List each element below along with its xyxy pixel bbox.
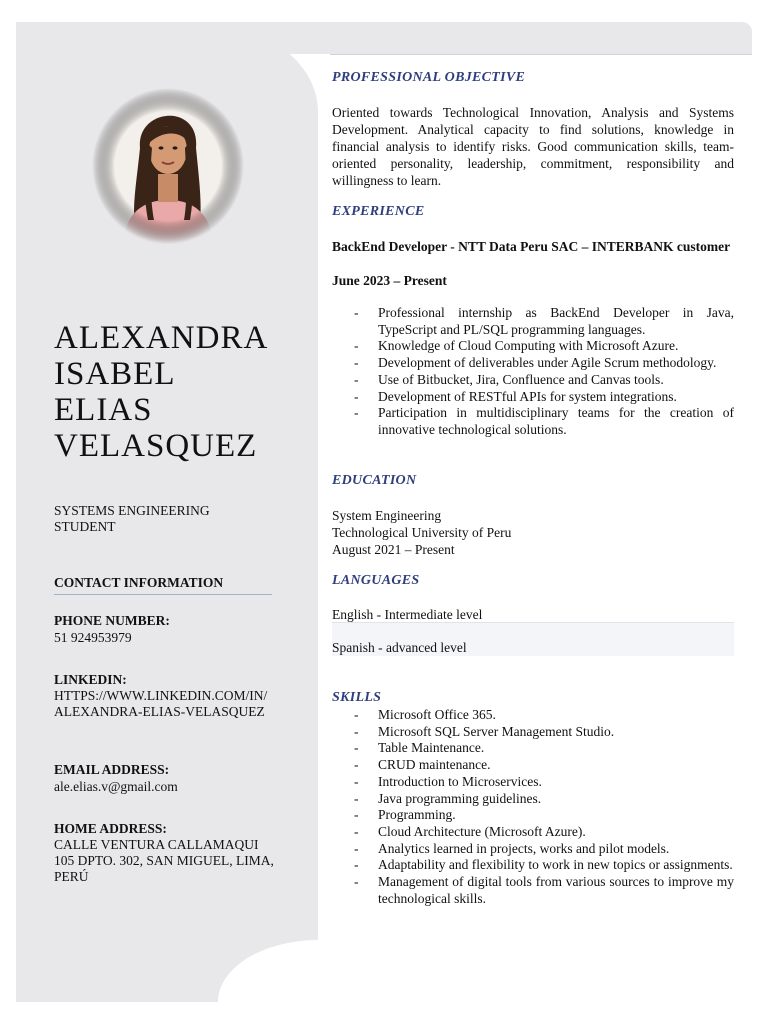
phone-value: 51 924953979 — [54, 630, 132, 645]
skills-list — [332, 707, 734, 907]
full-name — [54, 320, 294, 464]
section-title-skills: SKILLS — [332, 690, 382, 705]
list-item: - Programming. — [332, 807, 734, 824]
list-item: - Professional internship as BackEnd Developer in Java, TypeScript and PL/SQL programming languages. — [332, 305, 734, 338]
contact-section-title: CONTACT INFORMATION — [54, 575, 272, 595]
list-item: - Analytics learned in projects, works and pilot models. — [332, 841, 734, 858]
address-label: HOME ADDRESS: — [54, 821, 167, 836]
list-item: - Microsoft SQL Server Management Studio. — [332, 724, 734, 741]
language-item: English - Intermediate level — [332, 607, 483, 622]
list-item: - Cloud Architecture (Microsoft Azure). — [332, 824, 734, 841]
list-item: - Use of Bitbucket, Jira, Confluence and Canvas tools. — [332, 372, 734, 389]
list-item: - Table Maintenance. — [332, 740, 734, 757]
education-period: August 2021 – Present — [332, 542, 455, 557]
address-value: CALLE VENTURA CALLAMAQUI 105 DPTO. 302, SAN MIGUEL, LIMA, PERÚ — [54, 837, 274, 884]
name-line: ISABEL — [54, 356, 176, 392]
experience-period: June 2023 – Present — [332, 273, 447, 288]
education-degree: System Engineering — [332, 508, 442, 523]
email-label: EMAIL ADDRESS: — [54, 762, 170, 777]
list-item: - Participation in multidisciplinary teams for the creation of innovative technological solutions. — [332, 405, 734, 438]
name-line: ELIAS — [54, 392, 153, 428]
list-item: - Development of deliverables under Agile Scrum methodology. — [332, 355, 734, 372]
job-role: SYSTEMS ENGINEERING STUDENT — [54, 503, 210, 534]
list-item: - CRUD maintenance. — [332, 757, 734, 774]
linkedin-label: LINKEDIN: — [54, 672, 127, 687]
name-line: VELASQUEZ — [54, 428, 258, 464]
objective-text: Oriented towards Technological Innovation, Analysis and Systems Development. Analytical capacity to find solutions, knowledge in financial analysis to identify risks. Good communication skills, team-oriented personality, leadership, commitment, responsibility and willingness to learn. — [332, 105, 734, 188]
email-link[interactable]: ale.elias.v@gmail.com — [54, 779, 178, 794]
section-title-languages: LANGUAGES — [332, 573, 420, 588]
linkedin-link[interactable]: HTTPS://WWW.LINKEDIN.COM/IN/ALEXANDRA-ELIAS-VELASQUEZ — [54, 688, 268, 719]
list-item: - Development of RESTful APIs for system integrations. — [332, 389, 734, 406]
profile-photo — [92, 88, 244, 244]
phone-label: PHONE NUMBER: — [54, 613, 170, 628]
education-school: Technological University of Peru — [332, 525, 512, 540]
header-band — [16, 22, 752, 54]
list-item: - Adaptability and flexibility to work in new topics or assignments. — [332, 857, 734, 874]
list-item: - Microsoft Office 365. — [332, 707, 734, 724]
section-title-experience: EXPERIENCE — [332, 204, 425, 219]
section-title-objective: PROFESSIONAL OBJECTIVE — [332, 70, 526, 85]
header-divider — [330, 54, 752, 55]
experience-list — [332, 305, 734, 439]
list-item: - Knowledge of Cloud Computing with Microsoft Azure. — [332, 338, 734, 355]
list-item: - Java programming guidelines. — [332, 791, 734, 808]
profile-photo-illustration — [92, 88, 244, 244]
section-title-education: EDUCATION — [332, 473, 417, 488]
list-item: - Management of digital tools from various sources to improve my technological skills. — [332, 874, 734, 907]
name-line: ALEXANDRA — [54, 320, 269, 356]
experience-position: BackEnd Developer - NTT Data Peru SAC – INTERBANK customer — [332, 239, 731, 254]
language-item: Spanish - advanced level — [332, 623, 734, 656]
list-item: - Introduction to Microservices. — [332, 774, 734, 791]
